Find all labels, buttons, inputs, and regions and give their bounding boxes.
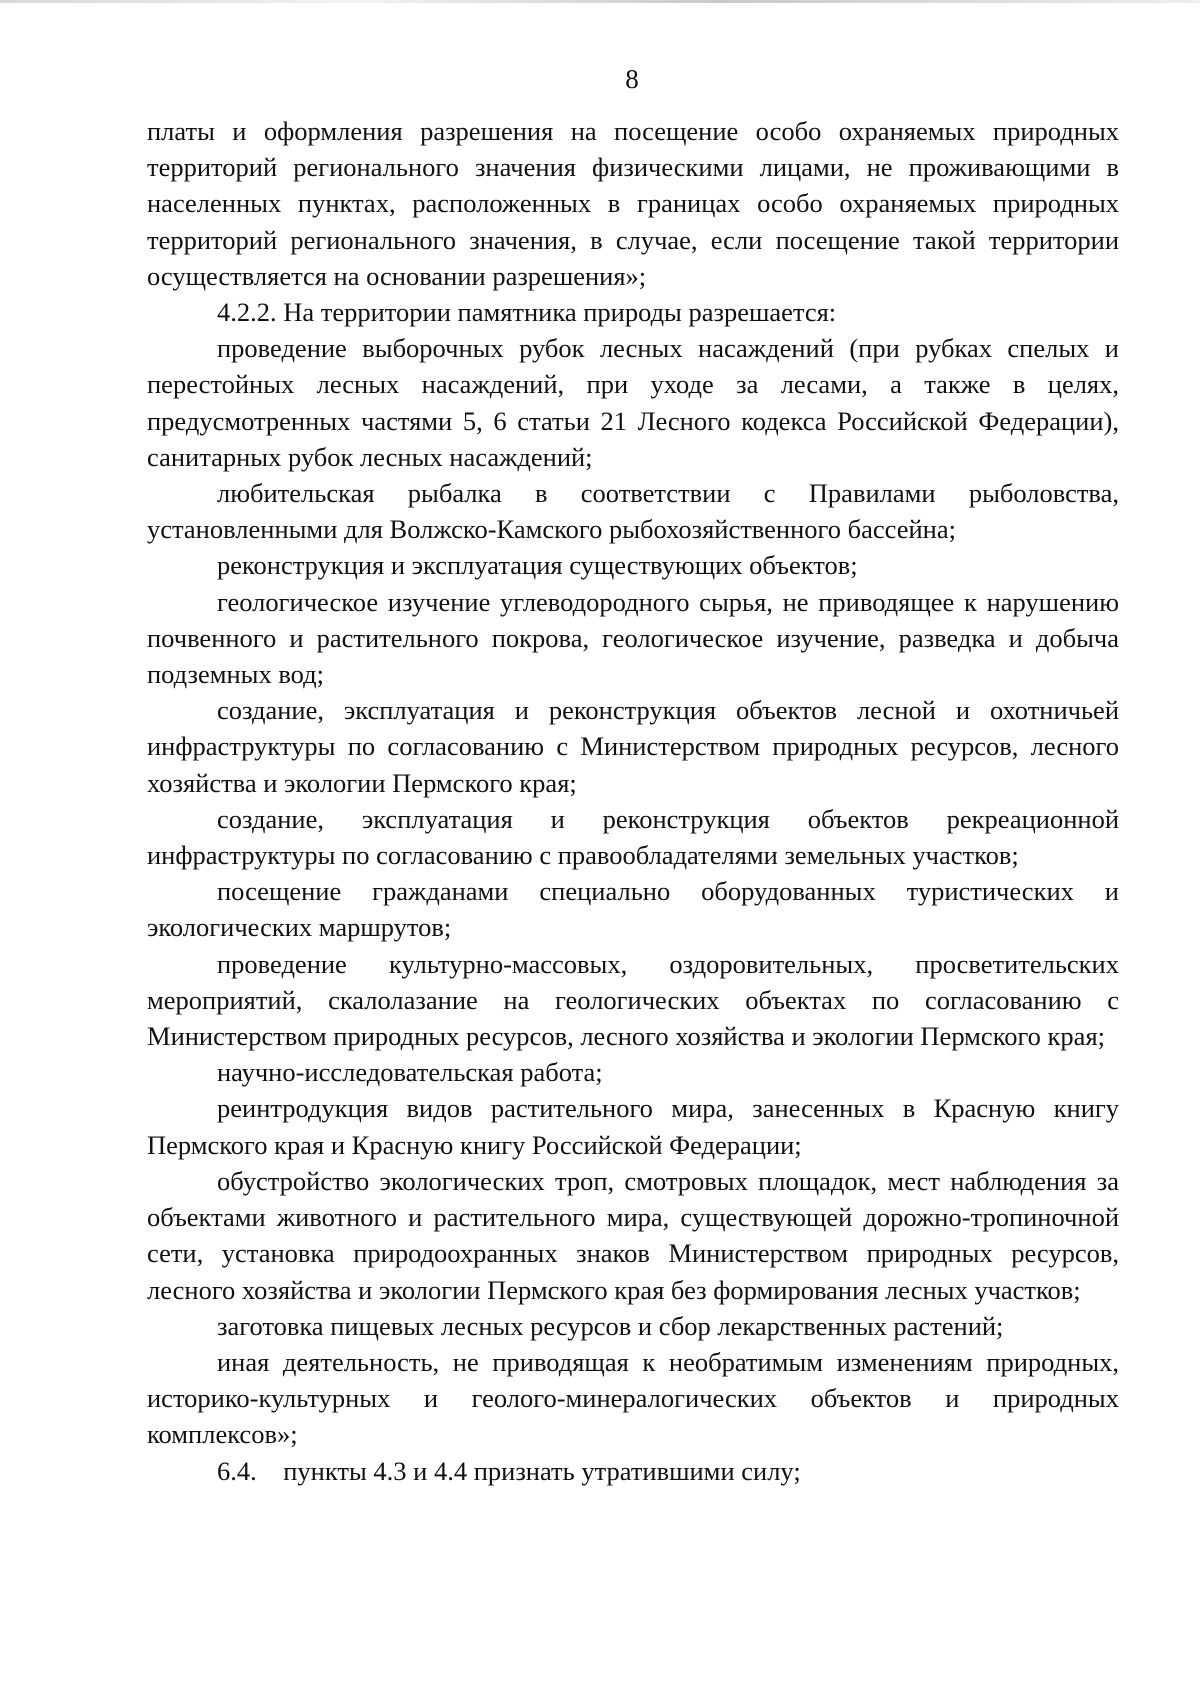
- paragraph: проведение культурно-массовых, оздоровительных, просветительских мероприятий, скалолазание на геологических объектах по согласованию с Министерством природных ресурсов, лесного хозяйства и экологии Пермского края;: [147, 948, 1119, 1052]
- paragraph-continuation: платы и оформления разрешения на посещение особо охраняемых природных территорий регионального значения физическими лицами, не проживающими в населенных пунктах, расположенных в границах особо охраняемых природных территорий регионального значения, в случае, если посещение такой территории осуществляется на основании разрешения»;: [147, 116, 1119, 291]
- scan-edge: [0, 0, 1200, 3]
- paragraph: обустройство экологических троп, смотровых площадок, мест наблюдения за объектами животного и растительного мира, существующей дорожно-тропиночной сети, установка природоохранных знаков Министерством природных ресурсов, лесного хозяйства и экологии Пермского края без формирования лесных участков;: [147, 1165, 1119, 1305]
- paragraph-section-heading: 4.2.2. На территории памятника природы разрешается:: [217, 297, 837, 328]
- paragraph: геологическое изучение углеводородного сырья, не приводящее к нарушению почвенного и растительного покрова, геологическое изучение, разведка и добыча подземных вод;: [147, 586, 1119, 690]
- paragraph: создание, эксплуатация и реконструкция объектов лесной и охотничьей инфраструктуры по согласованию с Министерством природных ресурсов, лесного хозяйства и экологии Пермского края;: [147, 695, 1119, 798]
- paragraph: иная деятельность, не приводящая к необратимым изменениям природных, историко-культурных и геолого-минералогических объектов и природных комплексов»;: [147, 1346, 1119, 1450]
- paragraph: любительская рыбалка в соответствии с Правилами рыболовства, установленными для Волжско-Камского рыбохозяйственного бассейна;: [147, 478, 1119, 545]
- paragraph: реконструкция и эксплуатация существующих объектов;: [217, 550, 858, 581]
- paragraph: создание, эксплуатация и реконструкция объектов рекреационной инфраструктуры по согласованию с правообладателями земельных участков;: [147, 803, 1119, 871]
- document-body: [147, 113, 1119, 1489]
- paragraph-amendment: 6.4. пункты 4.3 и 4.4 признать утратившими силу;: [217, 1455, 801, 1486]
- paragraph: реинтродукция видов растительного мира, занесенных в Красную книгу Пермского края и Красную книгу Российской Федерации;: [147, 1093, 1119, 1160]
- page-number: 8: [625, 64, 639, 94]
- paragraph: заготовка пищевых лесных ресурсов и сбор лекарственных растений;: [217, 1310, 1004, 1341]
- paragraph: посещение гражданами специально оборудованных туристических и экологических маршрутов;: [147, 876, 1119, 943]
- paragraph: научно-исследовательская работа;: [217, 1057, 603, 1088]
- paragraph: проведение выборочных рубок лесных насаждений (при рубках спелых и перестойных лесных насаждений, при уходе за лесами, а также в целях, предусмотренных частями 5, 6 статьи 21 Лесного кодекса Российской Федерации), санитарных рубок лесных насаждений;: [147, 333, 1119, 472]
